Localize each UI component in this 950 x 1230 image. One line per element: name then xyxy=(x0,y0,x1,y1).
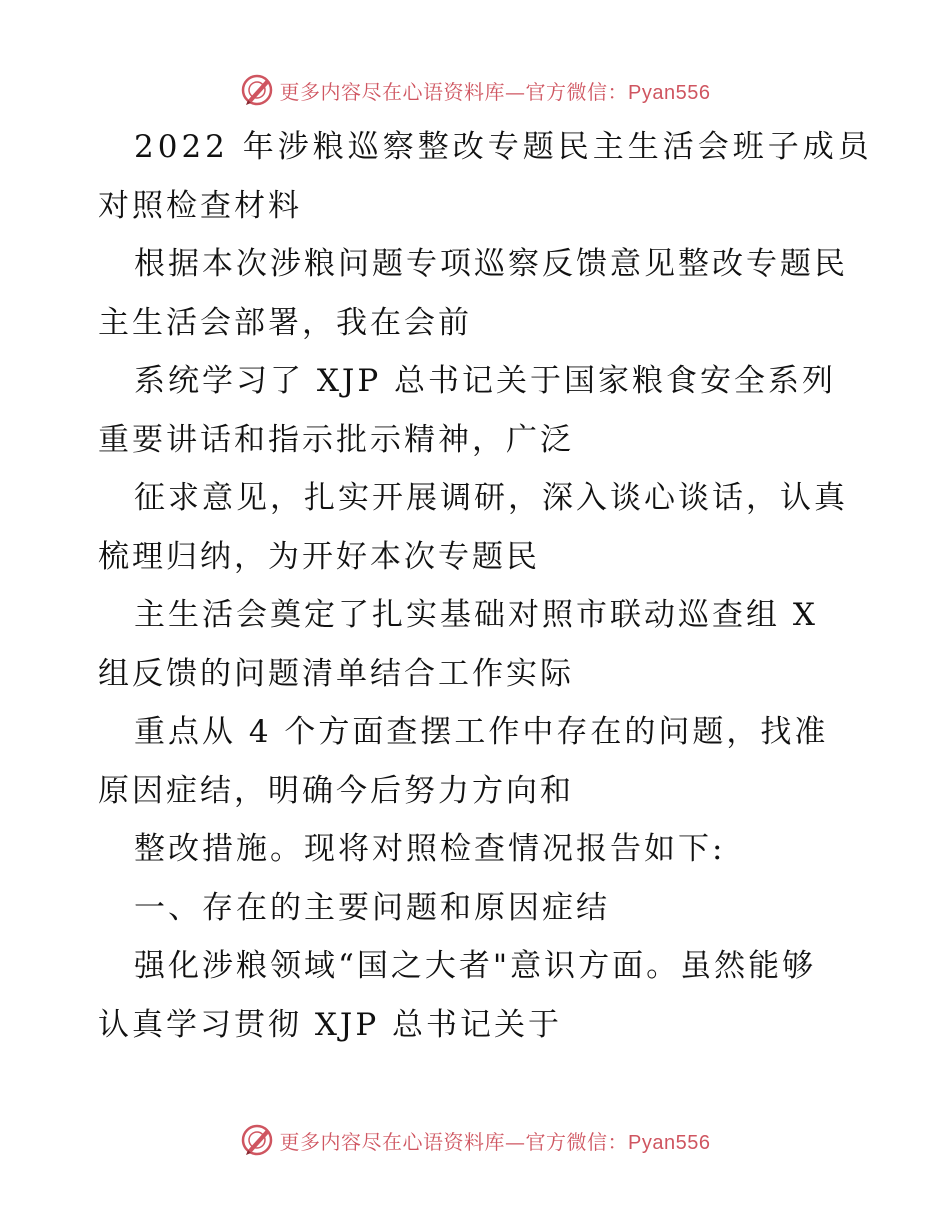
paragraph-line: 强化涉粮领域“国之大者"意识方面。虽然能够 xyxy=(134,948,817,984)
header-account: Pyan556 xyxy=(628,81,711,104)
section-heading: 一、存在的主要问题和原因症结 xyxy=(134,889,610,926)
footer-promo xyxy=(280,1126,711,1155)
footer-promo-text: 更多内容尽在心语资料库—官方微信： xyxy=(279,1129,629,1154)
paragraph-line: 系统学习了 XJP 总书记关于国家粮食安全系列 xyxy=(134,363,837,399)
paragraph-line: 重点从 4 个方面查摆工作中存在的问题，找准 xyxy=(134,714,829,750)
pen-circle-logo-icon xyxy=(240,73,274,107)
paragraph-line: 认真学习贯彻 XJP 总书记关于 xyxy=(98,1006,563,1043)
paragraph-line: 梳理归纳，为开好本次专题民 xyxy=(98,538,540,575)
header-promo xyxy=(280,76,711,105)
footer-account: Pyan556 xyxy=(628,1131,711,1154)
header-banner xyxy=(0,70,950,110)
paragraph-line: 根据本次涉粮问题专项巡察反馈意见整改专题民 xyxy=(134,246,848,282)
paragraph-line: 整改措施。现将对照检查情况报告如下: xyxy=(134,831,726,867)
paragraph-line: 原因症结，明确今后努力方向和 xyxy=(98,772,574,809)
paragraph-line: 重要讲话和指示批示精神，广泛 xyxy=(98,421,574,458)
paragraph-line: 主生活会部署，我在会前 xyxy=(98,304,472,341)
paragraph-line: 组反馈的问题清单结合工作实际 xyxy=(98,655,574,692)
pen-circle-logo-icon xyxy=(240,1123,274,1157)
title-line-2: 对照检查材料 xyxy=(98,187,302,224)
title-line-1: 2022 年涉粮巡察整改专题民主生活会班子成员 xyxy=(134,129,873,165)
paragraph-line: 主生活会奠定了扎实基础对照市联动巡查组 X xyxy=(134,597,818,633)
header-promo-text: 更多内容尽在心语资料库—官方微信： xyxy=(279,79,629,104)
paragraph-line: 征求意见，扎实开展调研，深入谈心谈话，认真 xyxy=(134,480,848,516)
document-body xyxy=(98,118,888,1054)
footer-banner xyxy=(0,1120,950,1160)
